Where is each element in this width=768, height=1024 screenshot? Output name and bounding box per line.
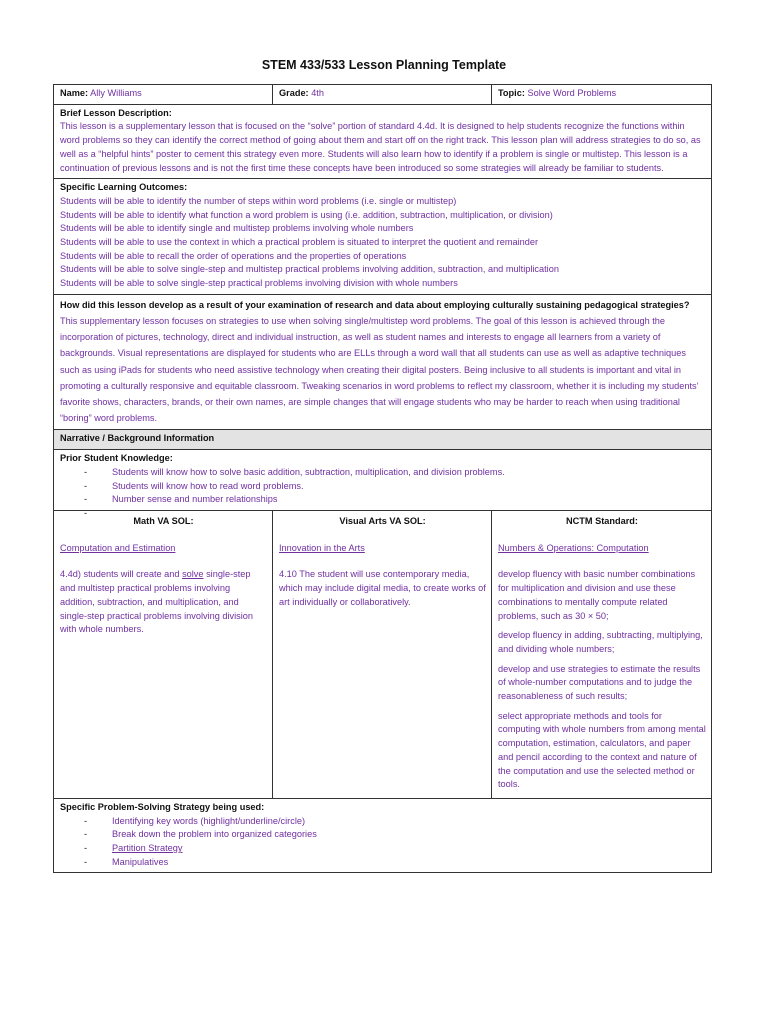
nctm-item: develop fluency in adding, subtracting, multiplying, and dividing whole numbers; — [498, 630, 703, 654]
nctm-item: develop fluency with basic number combinations for multiplication and division and use these combinations to mentally compute related problems, such as 30 × 50; — [498, 569, 696, 621]
list-item: - Break down the problem into organized categories — [84, 828, 706, 842]
topic-label: Topic: — [498, 88, 525, 98]
standards-row — [54, 510, 712, 798]
list-item: - Identifying key words (highlight/underline/circle) — [84, 815, 706, 829]
topic-cell — [492, 85, 712, 105]
arts-sol-cell — [273, 510, 492, 798]
outcomes-label: Specific Learning Outcomes: — [60, 182, 188, 193]
nctm-heading: NCTM Standard: — [566, 515, 638, 526]
prior-knowledge-label: Prior Student Knowledge: — [60, 453, 173, 464]
description-text: This lesson is a supplementary lesson that is focused on the “solve” portion of standard 4.4d. It is designed to help students recognize the functions within word problems so they can identify the correct method of going about them and start off on the right track. This lesson plan will address strategies to do so, as well as a “helpful hints” poster to cement this strategy even more. Students will also learn how to identify if a problem is single or multistep. This lesson is a continuation of previous lessons and is not the first time these concepts have been introduced so some strategies will already be familiar to students. — [60, 121, 701, 173]
outcome-item: Students will be able to solve single-step practical problems involving division with whole numbers — [60, 278, 458, 289]
math-sol-text-after: single-step and multistep practical problems involving addition, subtraction, and multiplication, and single-step practical problems involving division with whole numbers. — [60, 569, 254, 635]
outcomes-cell — [54, 179, 712, 295]
nctm-item: develop and use strategies to estimate the results of whole-number computations and to judge the reasonableness of such results; — [498, 663, 701, 702]
research-text: This supplementary lesson focuses on strategies to use when solving single/multistep word problems. The goal of this lesson is achieved through the incorporation of pictures, technology, direct and individual instruction, as well as student names and interests to engage all learners from a variety of backgrounds. Visual representations are displayed for students who are ELLs through a word wall that all students can use as well as adaptive techniques such as using iPads for students who need assistive technology when creating their digital posters. Being inclusive to all students is important and vital in promoting a culturally responsive and equitable classroom. Tweaking scenarios in word problems to reflect my classroom, whether it is including my students’ favorite shows, characters, brands, or their own names, are simple changes that will engage students who may be harder to reach when using traditional “boring” word problems. — [60, 316, 699, 424]
prior-knowledge-cell — [54, 450, 712, 511]
prior-knowledge-row — [54, 450, 712, 511]
list-item: - Students will know how to solve basic addition, subtraction, multiplication, and division problems. — [84, 466, 706, 480]
outcome-item: Students will be able to identify what function a word problem is using (i.e. addition, subtraction, multiplication, or division) — [60, 209, 553, 220]
outcome-item: Students will be able to recall the order of operations and the properties of operations — [60, 250, 407, 261]
nctm-subheading: Numbers & Operations: Computation — [498, 542, 649, 553]
name-label: Name: — [60, 88, 89, 98]
arts-sol-subheading: Innovation in the Arts — [279, 542, 365, 553]
grade-label: Grade: — [279, 88, 309, 98]
math-sol-text — [60, 568, 267, 637]
grade-value: 4th — [311, 88, 324, 98]
list-item: - Students will know how to read word problems. — [84, 480, 706, 494]
math-sol-heading: Math VA SOL: — [133, 515, 194, 526]
lesson-plan-table — [53, 84, 712, 873]
outcome-item: Students will be able to identify the number of steps within word problems (i.e. single or multistep) — [60, 195, 457, 206]
description-row — [54, 104, 712, 179]
research-cell — [54, 294, 712, 430]
description-cell — [54, 104, 712, 179]
prior-knowledge-list — [60, 466, 706, 507]
nctm-item: select appropriate methods and tools for computing with whole numbers from among mental computation, estimation, calculators, and paper and pencil according to the context and nature of the computation and use the selected method or tools. — [498, 710, 706, 790]
math-sol-text-underlined: solve — [182, 569, 204, 580]
outcome-item: Students will be able to identify single and multistep problems involving whole numbers — [60, 223, 414, 234]
narrative-row — [54, 430, 712, 450]
nctm-cell — [492, 510, 712, 798]
strategy-cell — [54, 798, 712, 873]
topic-value: Solve Word Problems — [527, 88, 617, 98]
strategy-list — [60, 815, 706, 870]
research-question: How did this lesson develop as a result of your examination of research and data about employing culturally sustaining pedagogical strategies? — [60, 299, 690, 310]
research-row — [54, 294, 712, 430]
grade-cell — [273, 85, 492, 105]
strategy-row — [54, 798, 712, 873]
list-item: - Number sense and number relationships — [84, 493, 706, 507]
name-cell — [54, 85, 273, 105]
outcome-item: Students will be able to use the context in which a practical problem is situated to interpret the quotient and remainder — [60, 237, 539, 248]
narrative-cell — [54, 430, 712, 450]
outcomes-row — [54, 179, 712, 295]
narrative-label: Narrative / Background Information — [60, 433, 215, 444]
math-sol-cell — [54, 510, 273, 798]
arts-sol-text: 4.10 The student will use contemporary media, which may include digital media, to create works of art individually or collaboratively. — [279, 569, 486, 607]
list-item: - Manipulatives — [84, 856, 706, 870]
strategy-label: Specific Problem-Solving Strategy being used: — [60, 801, 265, 812]
arts-sol-heading: Visual Arts VA SOL: — [339, 515, 426, 526]
partition-strategy-link[interactable]: - Partition Strategy — [84, 842, 706, 856]
name-value: Ally Williams — [90, 88, 142, 98]
document-title: STEM 433/533 Lesson Planning Template — [261, 58, 507, 72]
math-sol-text-before: 4.4d) students will create and — [60, 569, 183, 580]
header-row — [54, 85, 712, 105]
description-label: Brief Lesson Description: — [60, 107, 172, 118]
math-sol-subheading: Computation and Estimation — [60, 542, 176, 553]
outcome-item: Students will be able to solve single-step and multistep practical problems involving addition, subtraction, and multiplication — [60, 264, 559, 275]
